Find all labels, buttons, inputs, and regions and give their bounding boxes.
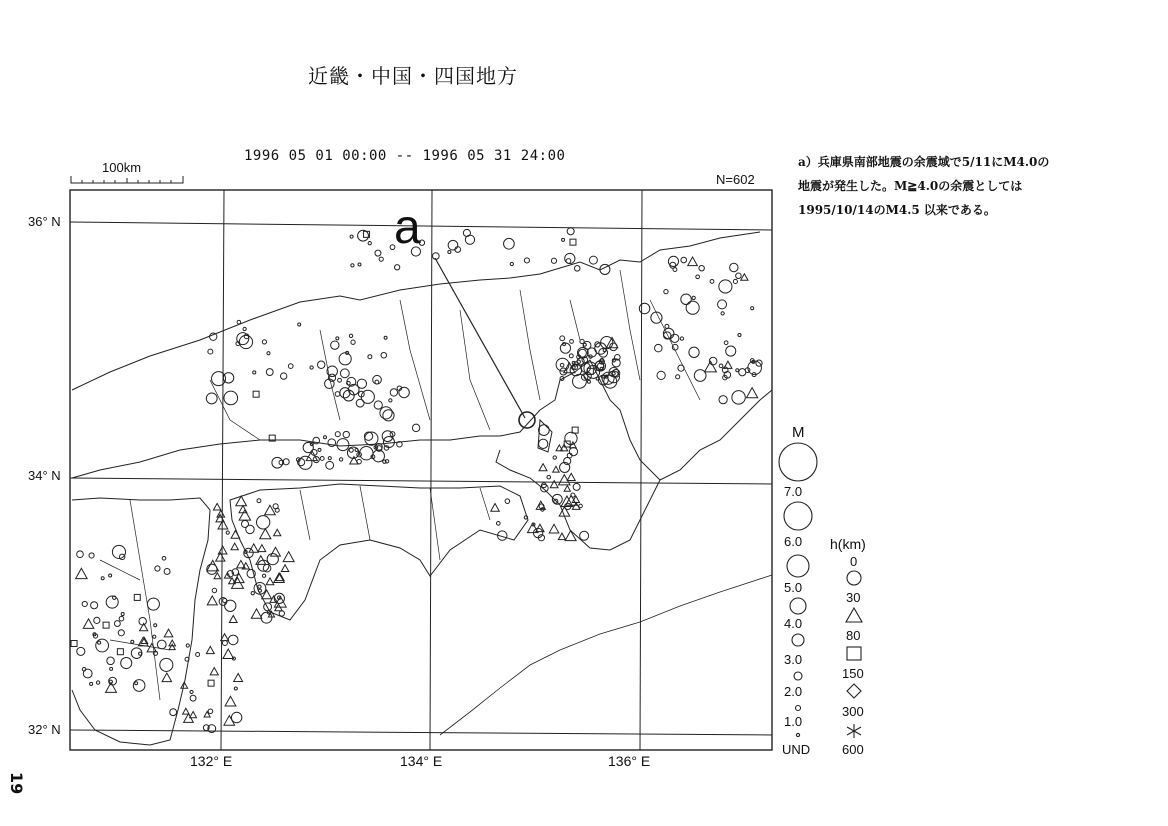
legend-mag-6 <box>784 502 812 530</box>
lat-label-34: 34° N <box>28 468 61 483</box>
legend-depth-label-80: 80 <box>846 628 861 643</box>
time-period: 1996 05 01 00:00 -- 1996 05 31 24:00 <box>244 148 566 164</box>
legend-mag-7 <box>779 443 817 481</box>
legend-mag-4 <box>790 598 806 614</box>
legend-depth-triangle <box>846 608 862 622</box>
legend-depth-label-150: 150 <box>842 666 864 681</box>
annotation-marker-a: a <box>394 201 421 254</box>
lat-label-32: 32° N <box>28 722 61 737</box>
legend-depth-label-0: 0 <box>850 554 858 569</box>
legend-depth-header: h(km) <box>830 536 866 552</box>
legend-depth-label-300: 300 <box>842 704 864 719</box>
note-line-1: a）兵庫県南部地震の余震域で5/11にM4.0の <box>798 155 1050 169</box>
legend-depth-circle <box>847 571 861 585</box>
event-count: N=602 <box>716 172 755 187</box>
scale-bar <box>70 176 184 184</box>
lon-label-134: 134° E <box>400 753 443 769</box>
legend-mag-3 <box>792 634 804 646</box>
lat-label-36: 36° N <box>28 214 61 229</box>
legend-mag-und <box>796 733 799 736</box>
legend-mag-label-4: 4.0 <box>784 616 803 631</box>
legend-mag-label-5: 5.0 <box>784 580 803 595</box>
note-line-2: 地震が発生した。M≧4.0の余震としては <box>798 179 1023 193</box>
legend-mag-header: M <box>792 424 805 441</box>
note-line-3: 1995/10/14のM4.5 以来である。 <box>798 203 996 217</box>
legend-mag-label-2: 2.0 <box>784 684 803 699</box>
lon-label-132: 132° E <box>190 753 233 769</box>
legend-mag-label-6: 6.0 <box>784 534 803 549</box>
legend-mag-label-3: 3.0 <box>784 652 803 667</box>
legend-depth-asterisk <box>847 724 861 738</box>
legend-depth-diamond <box>847 684 861 698</box>
lon-label-136: 136° E <box>608 753 651 769</box>
region-title: 近畿・中国・四国地方 <box>308 64 518 88</box>
page-number: 19 <box>7 772 26 795</box>
legend-mag-5 <box>787 555 809 577</box>
legend-mag-1 <box>796 706 801 711</box>
annotation-note <box>798 150 1098 222</box>
legend-mag-2 <box>794 672 802 680</box>
legend-mag-label-1: 1.0 <box>784 714 803 729</box>
legend-depth-label-30: 30 <box>846 590 861 605</box>
scale-bar-label: 100km <box>102 160 142 175</box>
legend-mag-label-7: 7.0 <box>784 484 803 499</box>
legend-depth-label-600: 600 <box>842 742 864 757</box>
legend-mag-label-und: UND <box>782 742 811 757</box>
legend-depth-square <box>847 647 861 660</box>
